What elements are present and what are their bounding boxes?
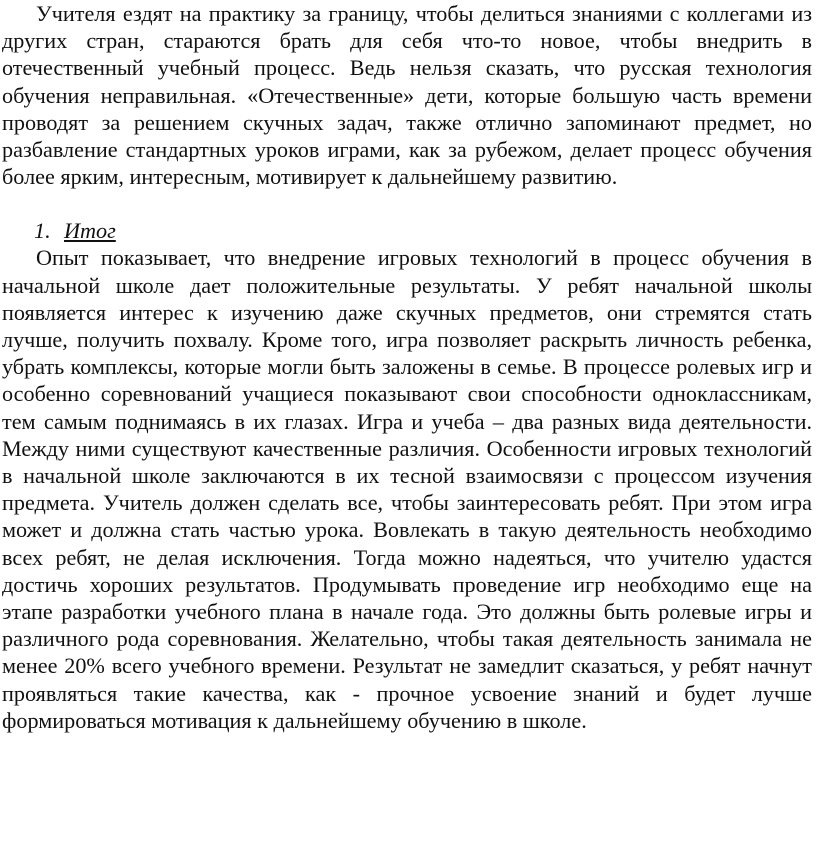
section-number: 1. [34,218,51,244]
summary-paragraph: Опыт показывает, что внедрение игровых технологий в процесс обучения в начальной школе дает положительные результаты. У ребят начальной школы появляется интерес к изучению даже скучных предметов, они стремятся стать лучше, получить похвалу. Кроме того, игра позволяет раскрыть личность ребенка, убрать комплексы, которые могли быть заложены в семье. В процессе ролевых игр и особенно соревнований учащиеся показывают свои способности одноклассникам, тем самым поднимаясь в их глазах. Игра и учеба – два разных вида деятельности. Между ними существуют качественные различия. Особенности игровых технологий в начальной школе заключаются в их тесной взаимосвязи с процессом изучения предмета. Учитель должен сделать все, чтобы заинтересовать ребят. При этом игра может и должна стать частью урока. Вовлекать в такую деятельность необходимо всех ребят, не делая исключения. Тогда можно надеяться, что учителю удастся достичь хороших результатов. Продумывать проведение игр необходимо еще на этапе разработки учебного плана в начале года. Это должны быть ролевые игры и различного рода соревнования. Желательно, чтобы такая деятельность занимала не менее 20% всего учебного времени. Результат не замедлит сказаться, у ребят начнут проявляться такие качества, как - прочное усвоение знаний и будет лучше формироваться мотивация к дальнейшему обучению в школе. [2,245,812,733]
section-heading [2,217,812,244]
section-title: Итог [64,218,116,244]
intro-paragraph: Учителя ездят на практику за границу, чтобы делиться знаниями с коллегами из других стран, стараются брать для себя что-то новое, чтобы внедрить в отечественный учебный процесс. Ведь нельзя сказать, что русская технология обучения неправильная. «Отечественные» дети, которые большую часть времени проводят за решением скучных задач, также отлично запоминают предмет, но разбавление стандартных уроков играми, как за рубежом, делает процесс обучения более ярким, интересным, мотивирует к дальнейшему развитию. [2,1,812,190]
paragraph-spacer [2,190,812,217]
